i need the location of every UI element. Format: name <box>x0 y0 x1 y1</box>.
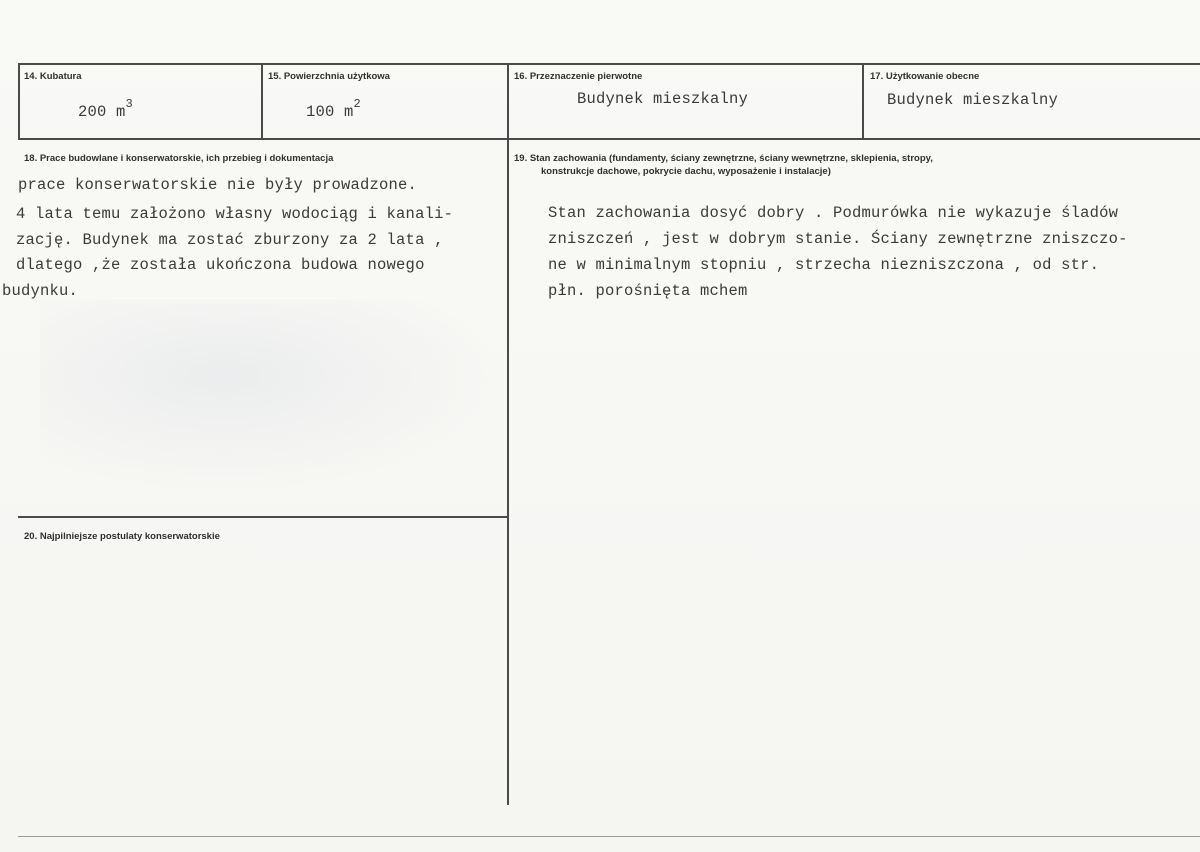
field-17-value: Budynek mieszkalny <box>887 91 1059 109</box>
field20-top-rule <box>18 516 508 518</box>
field-19-label-line-2: konstrukcje dachowe, pokrycie dachu, wyposażenie i instalacje) <box>541 166 831 177</box>
field-15-label: 15. Powierzchnia użytkowa <box>268 71 390 82</box>
field-20-label: 20. Najpilniejsze postulaty konserwatorskie <box>24 531 220 542</box>
field-19-line-2: zniszczeń , jest w dobrym stanie. Ściany zewnętrzne zniszczo- <box>548 230 1128 248</box>
field-18-line-4: dlatego ,że została ukończona budowa nowego <box>16 256 425 274</box>
field-15-exponent: 2 <box>353 97 361 111</box>
field-14-label: 14. Kubatura <box>24 71 82 82</box>
field-19-line-4: płn. porośnięta mchem <box>548 282 748 300</box>
field-19-line-1: Stan zachowania dosyć dobry . Podmurówka nie wykazuje śladów <box>548 204 1119 222</box>
field-18-line-1: prace konserwatorskie nie były prowadzone. <box>18 176 418 194</box>
field-18-line-5: budynku. <box>2 282 79 300</box>
field-19-label-line-1: 19. Stan zachowania (fundamenty, ściany zewnętrzne, ściany wewnętrzne, sklepienia, stropy, <box>514 153 933 164</box>
bottom-rule <box>18 836 1200 837</box>
field-18-line-3: zację. Budynek ma zostać zburzony za 2 lata , <box>16 231 444 249</box>
field-16-label: 16. Przeznaczenie pierwotne <box>514 71 643 82</box>
field-16-value: Budynek mieszkalny <box>577 90 749 108</box>
field-14-value-text: 200 m <box>78 103 126 122</box>
field-19-line-3: ne w minimalnym stopniu , strzecha niezniszczona , od str. <box>548 256 1100 274</box>
field-18-line-2: 4 lata temu założono własny wodociąg i kanali- <box>16 205 454 223</box>
field-18-label: 18. Prace budowlane i konserwatorskie, ich przebieg i dokumentacja <box>24 153 334 164</box>
field-14-exponent: 3 <box>125 97 133 111</box>
field-17-label: 17. Użytkowanie obecne <box>870 71 980 82</box>
faded-stain <box>40 300 500 490</box>
field-19-text <box>0 0 1200 310</box>
field-15-value-text: 100 m <box>306 103 354 122</box>
